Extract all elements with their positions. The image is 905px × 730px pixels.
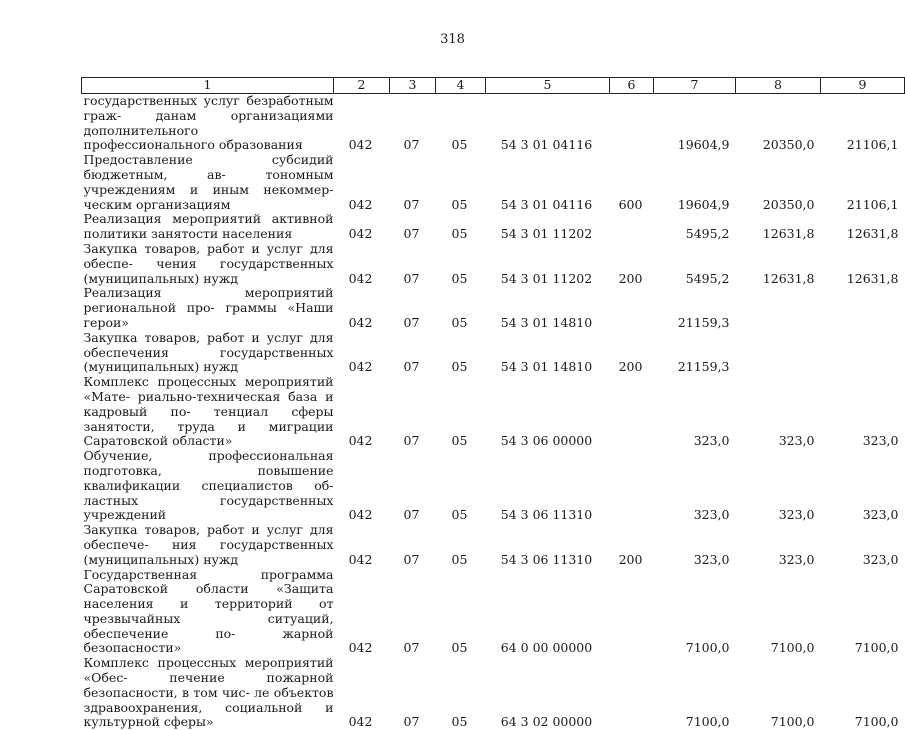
item-name-line: Саратовской области» [84,433,233,448]
cell-subsection: 05 [436,568,486,657]
item-name-line: повышение квалификации специалистов об- [84,463,334,493]
cell-item-name [82,449,334,523]
cell-ministry-code: 042 [334,568,390,657]
cell-subsection: 05 [436,656,486,730]
item-name-line: чрезвычайных ситуаций, обеспечение по- [84,611,334,641]
cell-subsection: 05 [436,375,486,449]
cell-section: 07 [390,94,436,154]
column-header-9: 9 [821,78,905,94]
cell-target-article: 54 3 01 14810 [486,286,610,330]
item-name-line: Предоставление субсидий бюджетным, ав- [84,152,334,182]
table-row [82,212,905,242]
cell-subsection: 05 [436,331,486,375]
cell-expense-type [610,286,654,330]
cell-expense-type: 200 [610,523,654,567]
cell-amount-year-2: 323,0 [736,449,821,523]
cell-amount-year-2: 20350,0 [736,153,821,212]
cell-item-name [82,568,334,657]
table-row [82,523,905,567]
item-name-line: области «Защита населения и территорий от [84,581,334,611]
cell-target-article: 54 3 06 11310 [486,449,610,523]
cell-subsection: 05 [436,523,486,567]
cell-amount-year-3: 12631,8 [821,242,905,286]
cell-amount-year-1: 19604,9 [654,94,736,154]
item-name-line: граммы «Наши герои» [84,300,334,330]
item-name-line: Реализация мероприятий активной политики [84,211,334,241]
cell-target-article: 64 0 00 00000 [486,568,610,657]
table-row [82,375,905,449]
item-name-line: тономным учреждениям и иным некоммер- [84,167,334,197]
item-name-line: жарной безопасности» [84,626,334,656]
cell-ministry-code: 042 [334,331,390,375]
column-header-4: 4 [436,78,486,94]
cell-expense-type [610,212,654,242]
cell-amount-year-2: 7100,0 [736,656,821,730]
item-name-line: Закупка товаров, работ и услуг для обеспе- [84,241,334,271]
cell-amount-year-2: 12631,8 [736,242,821,286]
cell-section: 07 [390,286,436,330]
cell-amount-year-1: 5495,2 [654,212,736,242]
table-header [82,78,905,94]
table-body [82,94,905,730]
column-header-2: 2 [334,78,390,94]
cell-amount-year-3 [821,331,905,375]
cell-subsection: 05 [436,153,486,212]
cell-ministry-code: 042 [334,656,390,730]
budget-table [81,77,905,730]
cell-amount-year-1: 323,0 [654,523,736,567]
item-name-line: Обучение, профессиональная подготовка, [84,448,334,478]
cell-item-name [82,375,334,449]
column-header-1: 1 [82,78,334,94]
cell-amount-year-1: 323,0 [654,449,736,523]
item-name-line: нужд [203,271,238,286]
cell-amount-year-2: 323,0 [736,375,821,449]
column-header-8: 8 [736,78,821,94]
cell-amount-year-3: 323,0 [821,449,905,523]
cell-subsection: 05 [436,242,486,286]
item-name-line: ческим организациям [84,197,231,212]
table-row [82,153,905,212]
cell-amount-year-3: 323,0 [821,523,905,567]
item-name-line: чения государственных (муниципальных) [84,256,334,286]
cell-target-article: 54 3 06 11310 [486,523,610,567]
cell-amount-year-3: 323,0 [821,375,905,449]
cell-amount-year-3: 12631,8 [821,212,905,242]
cell-target-article: 54 3 01 11202 [486,212,610,242]
cell-item-name [82,212,334,242]
item-name-line: культурной сферы» [84,714,214,729]
cell-ministry-code: 042 [334,212,390,242]
cell-subsection: 05 [436,94,486,154]
cell-item-name [82,523,334,567]
cell-amount-year-3: 21106,1 [821,94,905,154]
table-row [82,568,905,657]
cell-expense-type [610,568,654,657]
cell-ministry-code: 042 [334,153,390,212]
item-name-line: тенциал сферы занятости, труда и миграции [84,404,334,434]
column-header-6: 6 [610,78,654,94]
cell-ministry-code: 042 [334,375,390,449]
item-name-line: риально-техническая база и кадровый по- [84,389,334,419]
cell-amount-year-1: 19604,9 [654,153,736,212]
cell-amount-year-1: 5495,2 [654,242,736,286]
cell-ministry-code: 042 [334,449,390,523]
cell-amount-year-1: 21159,3 [654,331,736,375]
item-name-line: Закупка товаров, работ и услуг для обеспечения [84,330,334,360]
cell-amount-year-1: 21159,3 [654,286,736,330]
cell-ministry-code: 042 [334,523,390,567]
cell-ministry-code: 042 [334,242,390,286]
item-name-line: данам организациями дополнительного [84,108,334,138]
item-name-line: профессионального образования [84,137,303,152]
cell-amount-year-3: 7100,0 [821,656,905,730]
cell-section: 07 [390,568,436,657]
item-name-line: ластных государственных учреждений [84,493,334,523]
cell-section: 07 [390,656,436,730]
item-name-line: Реализация мероприятий региональной про- [84,285,334,315]
cell-amount-year-1: 323,0 [654,375,736,449]
table-row [82,242,905,286]
cell-item-name [82,153,334,212]
cell-section: 07 [390,449,436,523]
item-name-line: Комплекс процессных мероприятий «Обес- [84,655,334,685]
item-name-line: Закупка товаров, работ и услуг для обеспече- [84,522,334,552]
cell-ministry-code: 042 [334,94,390,154]
cell-amount-year-2: 20350,0 [736,94,821,154]
cell-amount-year-1: 7100,0 [654,656,736,730]
cell-expense-type: 600 [610,153,654,212]
cell-target-article: 54 3 01 04116 [486,153,610,212]
column-header-5: 5 [486,78,610,94]
page-number: 318 [0,32,905,47]
cell-item-name [82,94,334,154]
cell-section: 07 [390,153,436,212]
cell-section: 07 [390,331,436,375]
cell-subsection: 05 [436,286,486,330]
cell-section: 07 [390,242,436,286]
cell-ministry-code: 042 [334,286,390,330]
cell-amount-year-1: 7100,0 [654,568,736,657]
cell-item-name [82,656,334,730]
cell-amount-year-2 [736,331,821,375]
cell-expense-type [610,94,654,154]
column-number-row [82,78,905,94]
cell-expense-type: 200 [610,242,654,286]
cell-item-name [82,331,334,375]
item-name-line: государственных услуг безработным граж- [84,93,334,123]
item-name-line: ния государственных (муниципальных) нужд [84,537,334,567]
table-row [82,94,905,154]
item-name-line: Комплекс процессных мероприятий «Мате- [84,374,334,404]
cell-target-article: 54 3 01 11202 [486,242,610,286]
cell-expense-type: 200 [610,331,654,375]
cell-amount-year-2: 7100,0 [736,568,821,657]
table-row [82,449,905,523]
column-header-7: 7 [654,78,736,94]
cell-expense-type [610,656,654,730]
item-name-line: ле объектов здравоохранения, социальной и [84,685,334,715]
table-row [82,331,905,375]
cell-section: 07 [390,523,436,567]
table-row [82,656,905,730]
cell-subsection: 05 [436,449,486,523]
cell-amount-year-3 [821,286,905,330]
cell-item-name [82,286,334,330]
cell-amount-year-3: 21106,1 [821,153,905,212]
item-name-line: занятости населения [151,226,292,241]
cell-target-article: 54 3 06 00000 [486,375,610,449]
cell-target-article: 54 3 01 04116 [486,94,610,154]
cell-expense-type [610,375,654,449]
column-header-3: 3 [390,78,436,94]
item-name-line: государственных (муниципальных) нужд [84,345,334,375]
cell-item-name [82,242,334,286]
cell-amount-year-3: 7100,0 [821,568,905,657]
cell-amount-year-2 [736,286,821,330]
cell-section: 07 [390,375,436,449]
cell-amount-year-2: 12631,8 [736,212,821,242]
cell-expense-type [610,449,654,523]
cell-target-article: 54 3 01 14810 [486,331,610,375]
cell-subsection: 05 [436,212,486,242]
item-name-line: Государственная программа Саратовской [84,567,334,597]
cell-amount-year-2: 323,0 [736,523,821,567]
cell-section: 07 [390,212,436,242]
table-row [82,286,905,330]
cell-target-article: 64 3 02 00000 [486,656,610,730]
item-name-line: печение пожарной безопасности, в том чис- [84,670,334,700]
